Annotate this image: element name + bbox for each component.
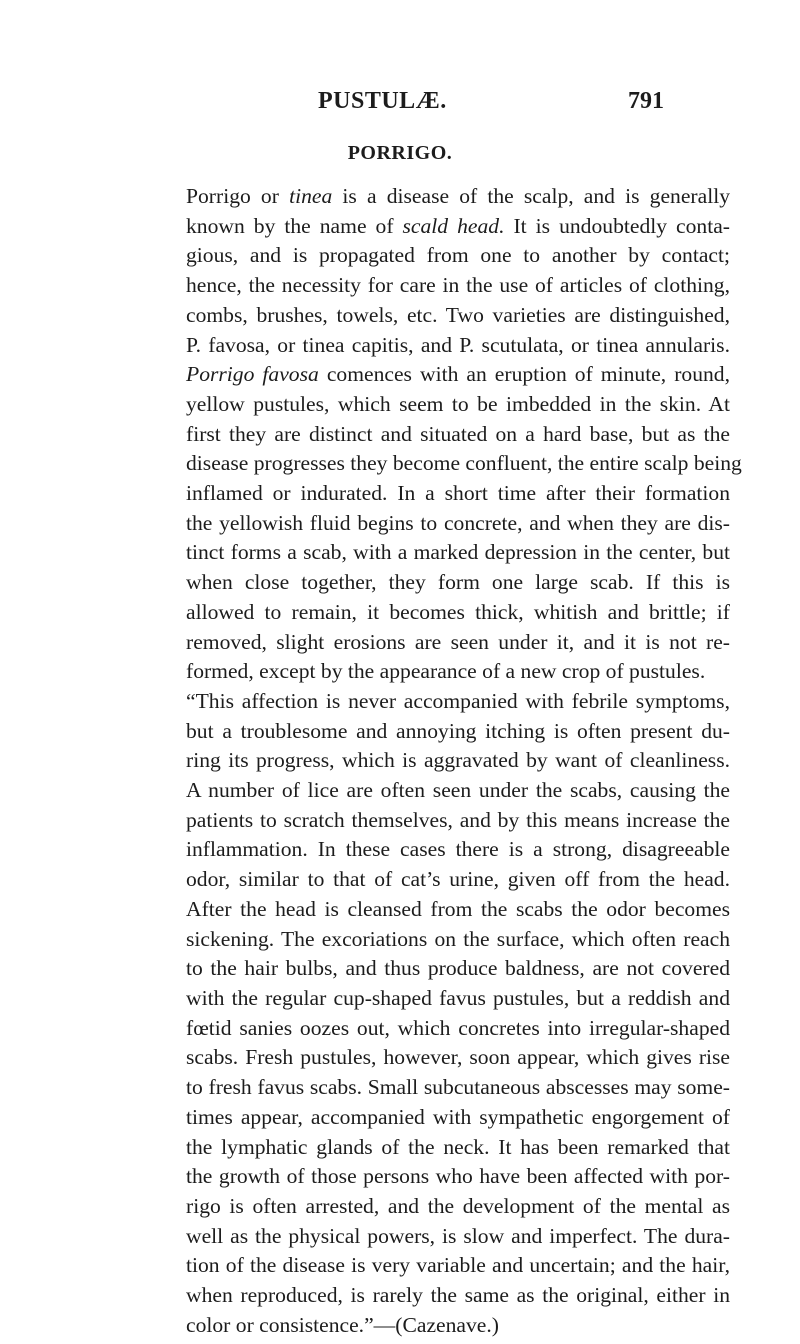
paragraph-2 xyxy=(186,687,730,1340)
running-title: PUSTULÆ. xyxy=(318,88,447,114)
text-line: first they are distinct and situated on a hard base, but as the xyxy=(186,421,730,446)
text-line: tinct forms a scab, with a marked depression in the center, but xyxy=(186,540,730,565)
text-line: allowed to remain, it becomes thick, whitish and brittle; if xyxy=(186,599,730,624)
text-line: tion of the disease is very variable and uncertain; and the hair, xyxy=(186,1253,730,1278)
text-line: rigo is often arrested, and the development of the mental as xyxy=(186,1193,730,1218)
text-line: Porrigo or tinea is a disease of the scalp, and is generally xyxy=(186,184,730,208)
text-line: inflamed or indurated. In a short time after their formation xyxy=(186,481,730,506)
text-line: sickening. The excoriations on the surface, which often reach xyxy=(186,926,730,951)
text-line: but a troublesome and annoying itching is often present du- xyxy=(186,718,730,743)
text-line: disease progresses they become confluent, the entire scalp being xyxy=(186,451,742,476)
body-text xyxy=(186,182,742,1340)
section-heading: PORRIGO. xyxy=(347,142,453,164)
text-line: scabs. Fresh pustules, however, soon appear, which gives rise xyxy=(186,1045,730,1070)
text-line: yellow pustules, which seem to be imbedded in the skin. At xyxy=(186,391,730,416)
text-line: After the head is cleansed from the scabs the odor becomes xyxy=(186,896,730,921)
text-line: combs, brushes, towels, etc. Two varieties are distinguished, xyxy=(186,302,730,327)
text-line: ring its progress, which is aggravated by want of cleanliness. xyxy=(186,748,730,773)
text-line: gious, and is propagated from one to another by contact; xyxy=(186,243,730,268)
text-line: Porrigo favosa comences with an eruption of minute, round, xyxy=(186,362,730,387)
text-line: fœtid sanies oozes out, which concretes into irregular-shaped xyxy=(186,1015,730,1040)
italic-term: scald head. xyxy=(402,213,505,238)
text-line: P. favosa, or tinea capitis, and P. scutulata, or tinea annularis. xyxy=(186,332,730,357)
text-line: odor, similar to that of cat’s urine, given off from the head. xyxy=(186,867,730,892)
page-number: 791 xyxy=(628,88,664,114)
text-line: hence, the necessity for care in the use of articles of clothing, xyxy=(186,273,730,298)
text-line: the yellowish fluid begins to concrete, and when they are dis- xyxy=(186,510,730,535)
italic-term: Porrigo favosa xyxy=(186,362,319,387)
text-line: color or consistence.”—(Cazenave.) xyxy=(186,1312,499,1337)
text-line: formed, except by the appearance of a new crop of pustules. xyxy=(186,659,706,684)
text-line: the growth of those persons who have been affected with por- xyxy=(186,1164,730,1189)
text-line: patients to scratch themselves, and by this means increase the xyxy=(186,807,730,832)
paragraph-1 xyxy=(186,182,742,687)
text-line: to the hair bulbs, and thus produce baldness, are not covered xyxy=(186,956,730,981)
text-line: to fresh favus scabs. Small subcutaneous abscesses may some- xyxy=(186,1075,730,1100)
italic-term: tinea xyxy=(289,184,333,208)
text-line: the lymphatic glands of the neck. It has been remarked that xyxy=(186,1134,730,1159)
running-head xyxy=(0,88,800,122)
text-line: “This affection is never accompanied with febrile symptoms, xyxy=(186,688,730,713)
text-line: A number of lice are often seen under the scabs, causing the xyxy=(186,778,730,803)
text-line: inflammation. In these cases there is a strong, disagreeable xyxy=(186,837,730,862)
text-line: removed, slight erosions are seen under it, and it is not re- xyxy=(186,629,730,654)
text-line: known by the name of scald head. It is undoubtedly conta- xyxy=(186,213,730,238)
text-line: with the regular cup-shaped favus pustules, but a reddish and xyxy=(186,985,730,1010)
text-line: when close together, they form one large scab. If this is xyxy=(186,570,730,595)
text-line: times appear, accompanied with sympathetic engorgement of xyxy=(186,1104,730,1129)
text-line: when reproduced, is rarely the same as the original, either in xyxy=(186,1283,730,1308)
text-line: well as the physical powers, is slow and imperfect. The dura- xyxy=(186,1223,730,1248)
